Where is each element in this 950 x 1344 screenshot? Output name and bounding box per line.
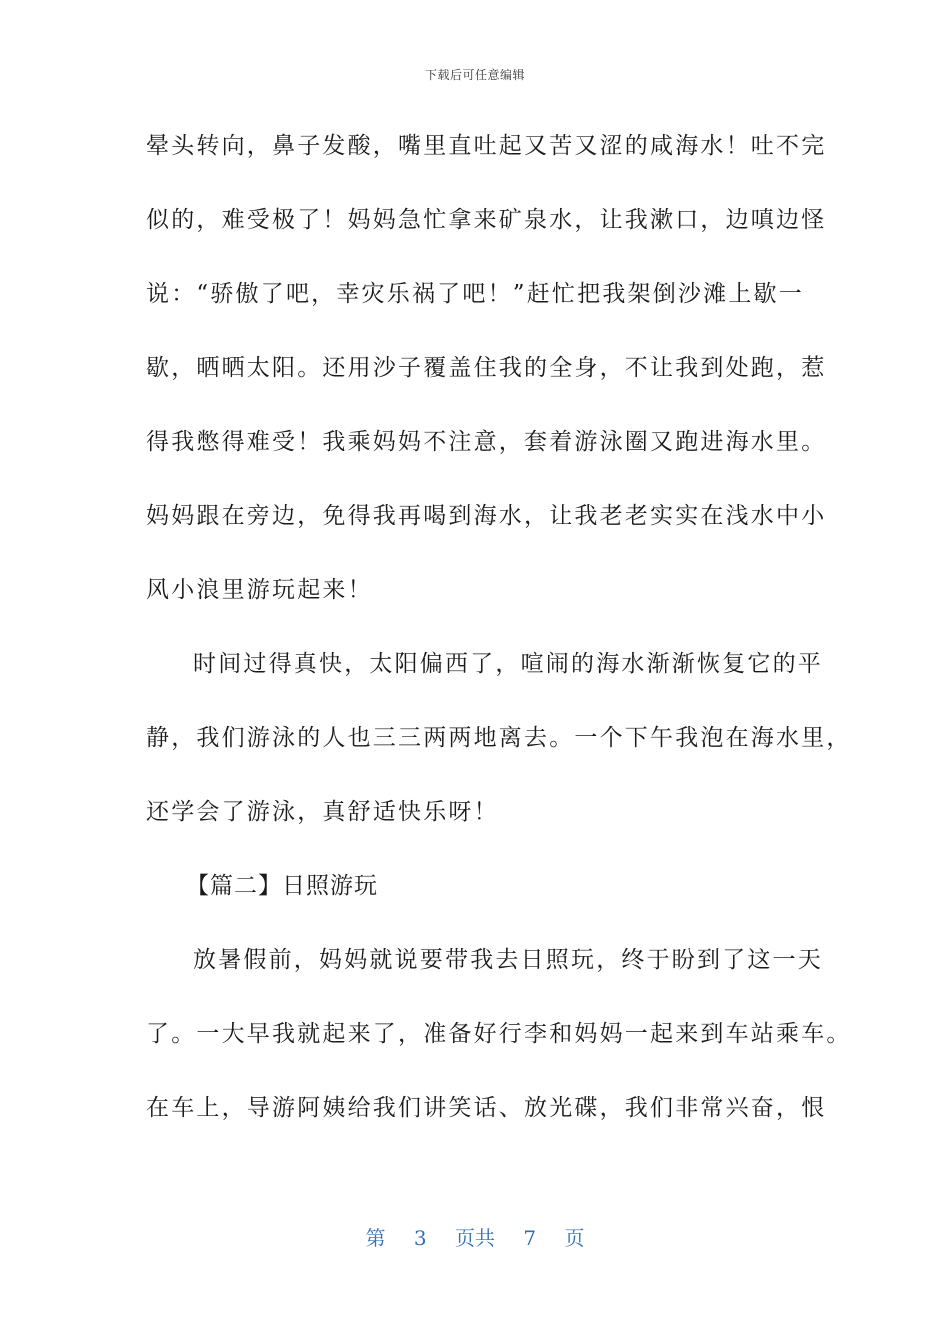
text-line: 说：“骄傲了吧，幸灾乐祸了吧！”赶忙把我架倒沙滩上歇一	[146, 281, 804, 307]
page-number-footer	[0, 1222, 950, 1251]
text-line: 晕头转向，鼻子发酸，嘴里直吐起又苦又涩的咸海水！吐不完	[146, 133, 827, 159]
text-line: 似的，难受极了！妈妈急忙拿来矿泉水，让我漱口，边嗔边怪	[146, 207, 827, 233]
section-heading: 【篇二】日照游玩	[186, 873, 378, 899]
text-line: 静，我们游泳的人也三三两两地离去。一个下午我泡在海水里，	[146, 725, 852, 751]
paragraph-start-line: 放暑假前，妈妈就说要带我去日照玩，终于盼到了这一天	[193, 947, 823, 973]
paragraph-start-line: 时间过得真快，太阳偏西了，喧闹的海水渐渐恢复它的平	[193, 651, 823, 677]
text-line: 还学会了游泳，真舒适快乐呀！	[146, 799, 499, 825]
text-line: 了。一大早我就起来了，准备好行李和妈妈一起来到车站乘车。	[146, 1021, 852, 1047]
current-page-number: 3	[413, 1226, 427, 1250]
page-prefix: 第	[365, 1226, 386, 1250]
header-note: 下载后可任意编辑	[424, 68, 525, 82]
text-line: 在车上，导游阿姨给我们讲笑话、放光碟，我们非常兴奋，恨	[146, 1095, 827, 1121]
body-text	[146, 120, 852, 1156]
text-line: 妈妈跟在旁边，免得我再喝到海水，让我老老实实在浅水中小	[146, 503, 827, 529]
text-line: 风小浪里游玩起来！	[146, 577, 373, 603]
total-pages-number: 7	[523, 1226, 537, 1250]
text-line: 歇，晒晒太阳。还用沙子覆盖住我的全身，不让我到处跑，惹	[146, 355, 827, 381]
page-suffix: 页	[564, 1226, 585, 1250]
text-line: 得我憋得难受！我乘妈妈不注意，套着游泳圈又跑进海水里。	[146, 429, 827, 455]
page-middle-text: 页共	[455, 1226, 495, 1250]
